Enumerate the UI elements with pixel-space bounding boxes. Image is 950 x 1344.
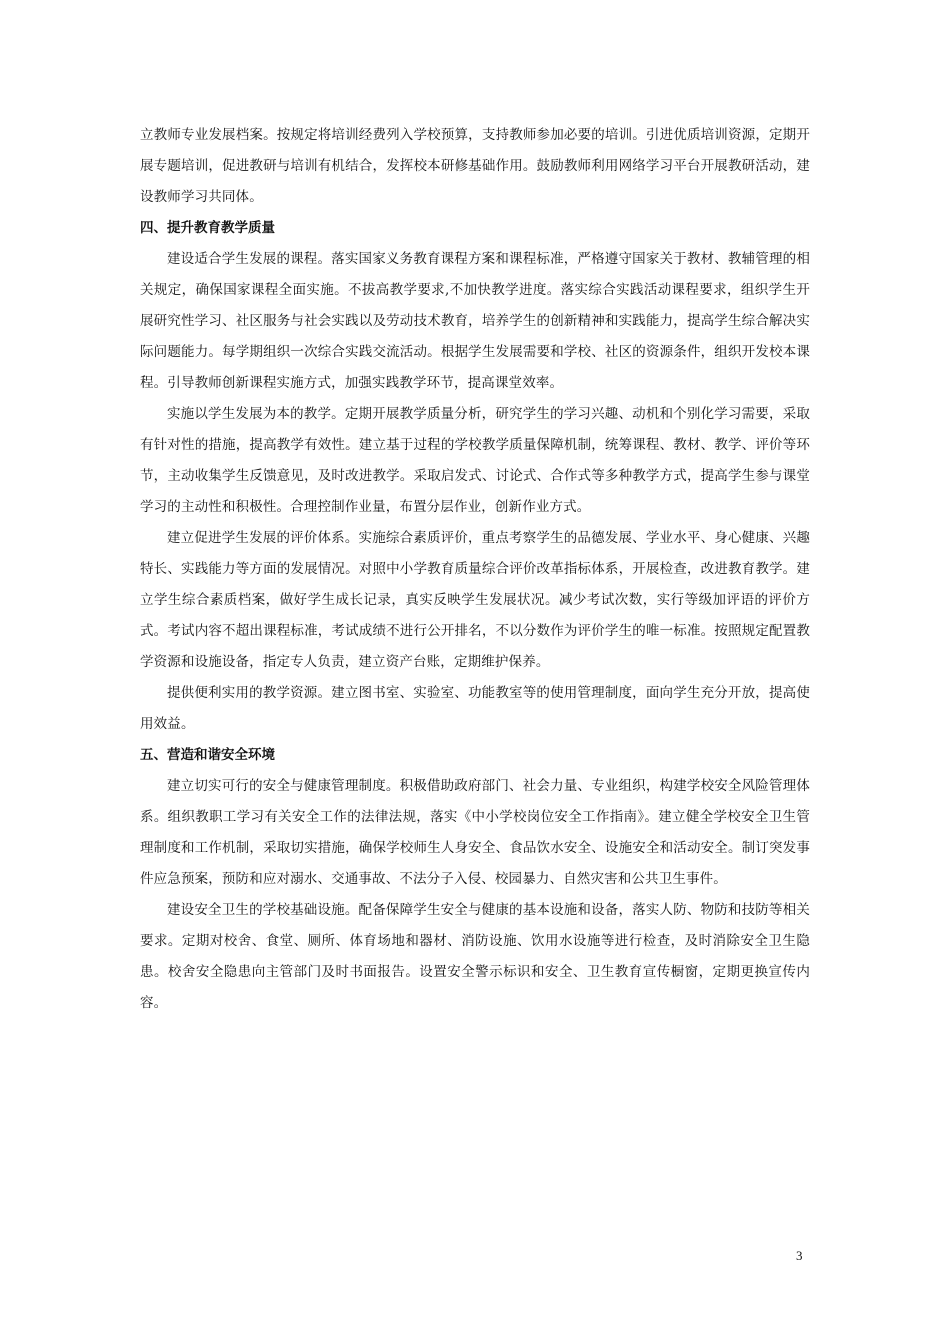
document-body [140, 120, 810, 1019]
paragraph-teacher-training: 立教师专业发展档案。按规定将培训经费列入学校预算，支持教师参加必要的培训。引进优质培训资源，定期开展专题培训，促进教研与培训有机结合，发挥校本研修基础作用。鼓励教师利用网络学习平台开展教研活动，建设教师学习共同体。 [140, 127, 810, 205]
section-heading-5: 五、营造和谐安全环境 [140, 747, 275, 763]
paragraph-teaching: 实施以学生发展为本的教学。定期开展教学质量分析，研究学生的学习兴趣、动机和个别化学习需要，采取有针对性的措施，提高教学有效性。建立基于过程的学校教学质量保障机制，统筹课程、教材、教学、评价等环节，主动收集学生反馈意见，及时改进教学。采取启发式、讨论式、合作式等多种教学方式，提高学生参与课堂学习的主动性和积极性。合理控制作业量，布置分层作业，创新作业方式。 [140, 406, 810, 515]
paragraph-curriculum: 建设适合学生发展的课程。落实国家义务教育课程方案和课程标准，严格遵守国家关于教材、教辅管理的相关规定，确保国家课程全面实施。不拔高教学要求,不加快教学进度。落实综合实践活动课程要求，组织学生开展研究性学习、社区服务与社会实践以及劳动技术教育，培养学生的创新精神和实践能力，提高学生综合解决实际问题能力。每学期组织一次综合实践交流活动。根据学生发展需要和学校、社区的资源条件，组织开发校本课程。引导教师创新课程实施方式，加强实践教学环节，提高课堂效率。 [140, 251, 810, 391]
page-number: 3 [796, 1248, 803, 1263]
paragraph-safety-facilities: 建设安全卫生的学校基础设施。配备保障学生安全与健康的基本设施和设备，落实人防、物防和技防等相关要求。定期对校舍、食堂、厕所、体育场地和器材、消防设施、饮用水设施等进行检查，及时消除安全卫生隐患。校舍安全隐患向主管部门及时书面报告。设置安全警示标识和安全、卫生教育宣传橱窗，定期更换宣传内容。 [140, 902, 810, 1011]
paragraph-resources: 提供便利实用的教学资源。建立图书室、实验室、功能教室等的使用管理制度，面向学生充分开放，提高使用效益。 [140, 685, 810, 732]
paragraph-safety-system: 建立切实可行的安全与健康管理制度。积极借助政府部门、社会力量、专业组织，构建学校安全风险管理体系。组织教职工学习有关安全工作的法律法规，落实《中小学校岗位安全工作指南》。建立健全学校安全卫生管理制度和工作机制，采取切实措施，确保学校师生人身安全、食品饮水安全、设施安全和活动安全。制订突发事件应急预案，预防和应对溺水、交通事故、不法分子入侵、校园暴力、自然灾害和公共卫生事件。 [140, 778, 810, 887]
paragraph-evaluation: 建立促进学生发展的评价体系。实施综合素质评价，重点考察学生的品德发展、学业水平、身心健康、兴趣特长、实践能力等方面的发展情况。对照中小学教育质量综合评价改革指标体系，开展检查，改进教育教学。建立学生综合素质档案，做好学生成长记录，真实反映学生发展状况。减少考试次数，实行等级加评语的评价方式。考试内容不超出课程标准，考试成绩不进行公开排名，不以分数作为评价学生的唯一标准。按照规定配置教学资源和设施设备，指定专人负责，建立资产台账，定期维护保养。 [140, 530, 810, 670]
section-heading-4: 四、提升教育教学质量 [140, 220, 275, 236]
